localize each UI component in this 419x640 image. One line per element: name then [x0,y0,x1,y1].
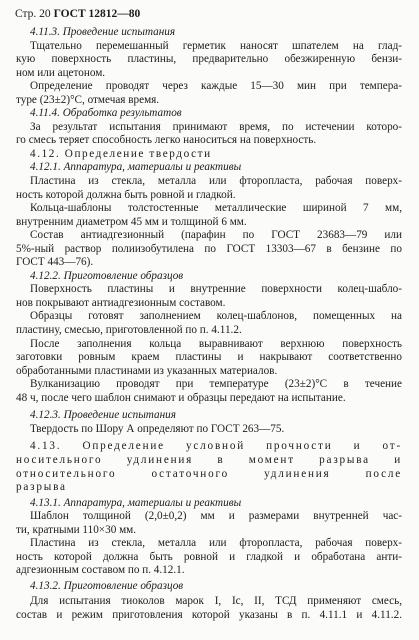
text-line: Вулканизацию проводят при температуре (23±2)°С в течение [30,378,402,391]
text-line: 4.13.1. Аппаратура, материалы и реактивы [30,496,242,509]
text-line: За результат испытания принимают время, по истечении которо- [30,120,402,133]
text-line: пластину, смесью, приготовленной по п. 4.11.2. [16,324,242,337]
page-header [15,8,140,22]
document-body [16,26,402,623]
text-line: 4.12.1. Аппаратура, материалы и реактивы [30,161,242,174]
text-line: 48 ч, после чего шаблон снимают и образцы передают на испытание. [16,391,346,404]
text-line: Образцы готовят заполнением колец-шаблонов, помещенных на [30,310,402,323]
text-line: 4.11.4. Обработка результатов [30,107,182,120]
text-line: ность которой должна быть ровной и гладкой. [16,188,236,201]
text-line: ность которой должна быть ровной и гладкой и обработана анти- [16,550,402,563]
text-line: Твердость по Шору А определяют по ГОСТ 263—75. [30,422,285,435]
text-line: 4.12.3. Проведение испытания [30,409,176,422]
text-line: ном или ацетоном. [16,66,106,79]
text-line: После заполнения кольца выравнивают верхнюю поверхность [30,337,402,350]
text-line: Тщательно перемешанный герметик наносят шпателем на глад- [30,39,402,52]
text-line: носительного удлинения в момент разрыва и [16,453,402,466]
text-line: состав и режим приготовления которой указаны в п. 4.11.1 и 4.11.2. [16,608,402,621]
text-line: Состав антиадгезионный (парафин по ГОСТ 23683—79 или [30,229,402,242]
text-line: 4.13.2. Приготовление образцов [30,579,184,592]
text-line: внутренним диаметром 45 мм и толщиной 6 мм. [16,215,247,228]
text-line: Пластина из стекла, металла или фторопласта, рабочая поверх- [30,537,402,550]
text-line: 4.12. Определение твердости [30,147,212,160]
text-line: 4.12.2. Приготовление образцов [30,269,184,282]
text-line: нов покрывают антиадгезионным составом. [16,296,226,309]
text-line: 5%-ный раствор полиизобутилена по ГОСТ 13303—67 в бензине по [16,242,402,255]
text-line: адгезионным составом по п. 4.12.1. [16,564,185,577]
text-line: Определение проводят через каждые 15—30 мин при темпера- [30,80,402,93]
text-line: Кольца-шаблоны толстостенные металлические шириной 7 мм, [30,202,402,215]
text-line: ти, кратными 110×30 мм. [16,523,137,536]
text-line: Для испытания тиоколов марок I, Iс, II, ТСД применяют смесь, [30,595,402,608]
text-line: 4.11.3. Проведение испытания [30,26,176,38]
page-number: Стр. 20 [15,8,51,20]
text-line: го смесь теряет способность легко наноситься на поверхность. [16,134,317,147]
text-line: разрыва [16,481,67,494]
text-line: ГОСТ 443—76). [16,256,94,269]
text-line: обработанными пластинами из указанных материалов. [16,364,278,377]
text-line: туре (23±2)°С, отмечая время. [16,93,160,106]
text-line: 4.13. Определение условной прочности и от- [30,440,402,453]
text-line: Пластина из стекла, металла или фторопласта, рабочая поверх- [30,175,402,188]
standard-code: ГОСТ 12812—80 [53,8,141,20]
text-line: относительного остаточного удлинения после [16,467,402,480]
text-line: кую поверхность пластины, предварительно обезжиренную бензи- [16,53,402,66]
text-line: заготовки ровным краем пластины и накрывают соответственно [16,351,402,364]
text-line: Шаблон толщиной (2,0±0,2) мм и размерами внутренней час- [30,510,402,523]
text-line: Поверхность пластины и внутренние поверхности колец-шабло- [30,283,402,296]
